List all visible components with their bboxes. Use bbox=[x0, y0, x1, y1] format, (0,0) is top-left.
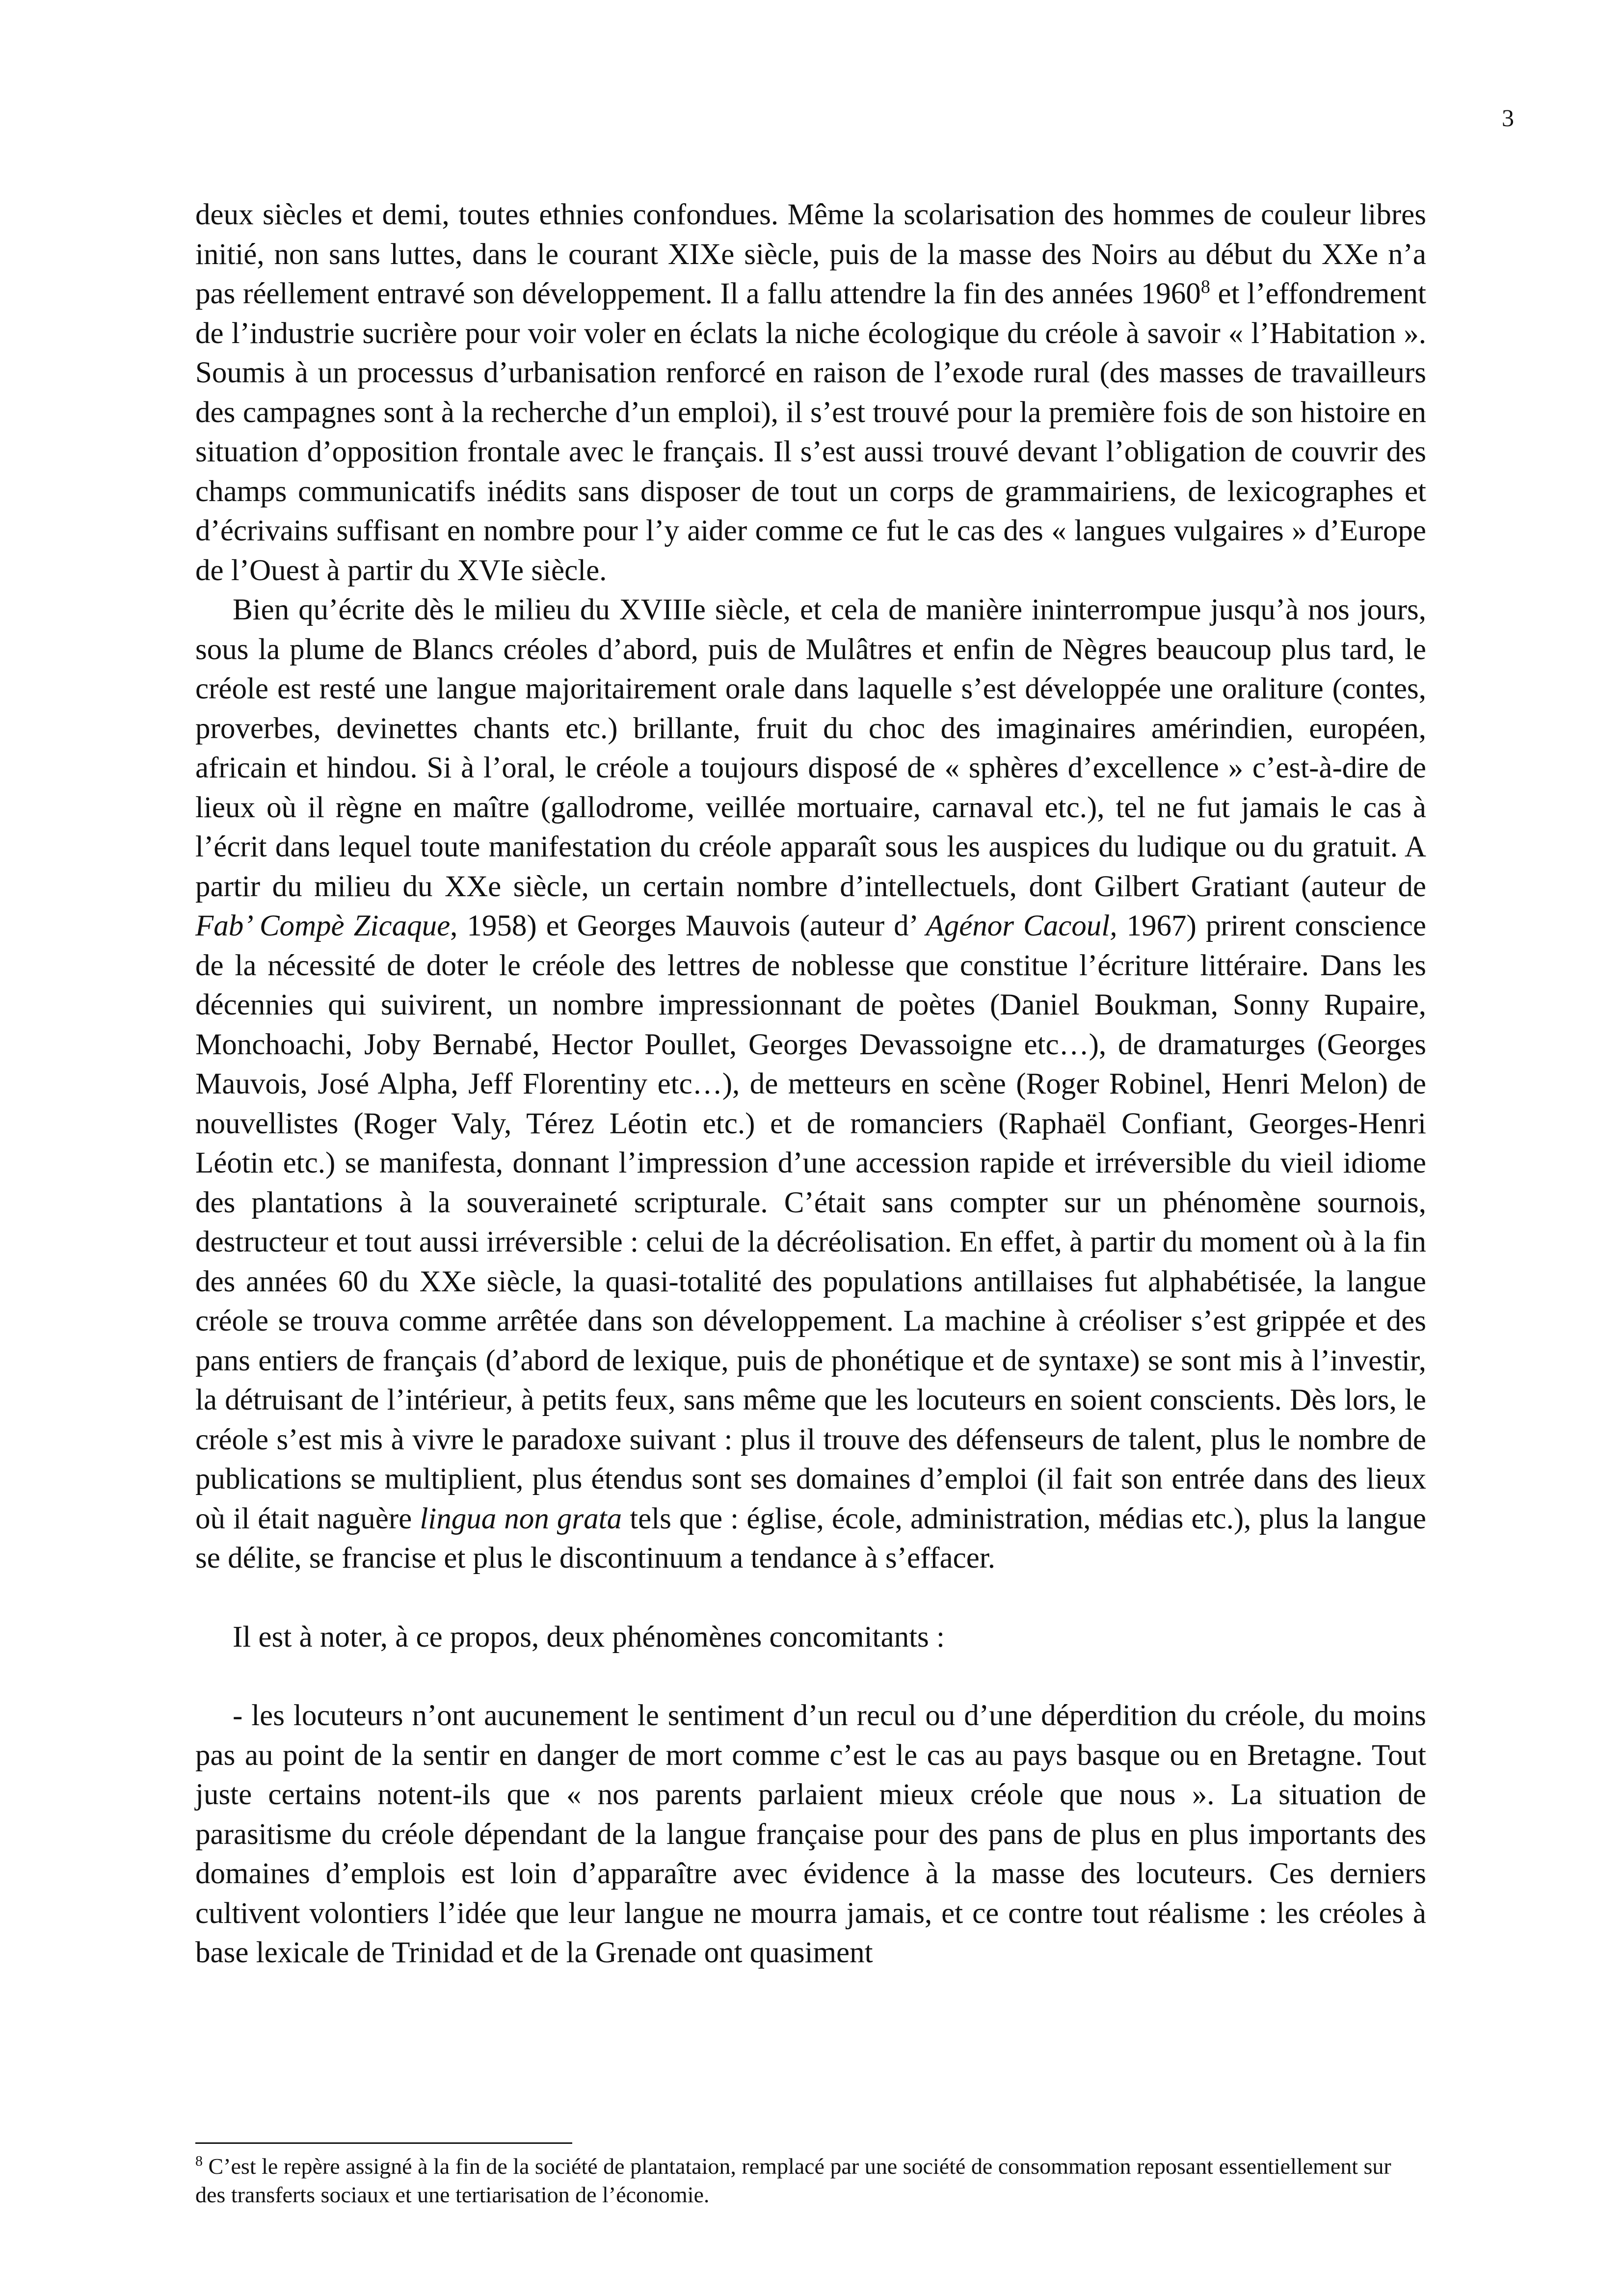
latin-phrase: lingua non grata bbox=[420, 1502, 622, 1535]
book-title-fab-compe-zicaque: Fab’ Compè Zicaque bbox=[195, 909, 451, 942]
paragraph-2 bbox=[195, 590, 1426, 1578]
paragraph-1-text-rest: et l’effondrement de l’industrie sucrière pour voir voler en éclats la niche écologique du créole à savoir « l’Habitation ». Soumis à un processus d’urbanisation renforcé en raison de l’exode rural (des masses de travailleurs des campagnes sont à la recherche d’un emploi), il s’est trouvé pour la première fois de son histoire en situation d’opposition frontale avec le français. Il s’est aussi trouvé devant l’obligation de couvrir des champs communicatifs inédits sans disposer de tout un corps de grammairiens, de lexicographes et d’écrivains suffisant en nombre pour l’y aider comme ce fut le cas des « langues vulgaires » d’Europe de l’Ouest à partir du XVIe siècle. bbox=[195, 277, 1426, 587]
footnote-text: C’est le repère assigné à la fin de la société de plantataion, remplacé par une société de consommation reposant essentiellement sur des transferts sociaux et une tertiarisation de l’économie. bbox=[195, 2154, 1391, 2207]
paragraph-1 bbox=[195, 195, 1426, 590]
paragraph-2-text-d: tels que : église, école, administration, médias etc.), plus la langue se délite, se francise et plus le discontinuum a tendance à s’effacer. bbox=[195, 1502, 1426, 1575]
paragraph-2-text-b: , 1958) et Georges Mauvois (auteur d’ bbox=[450, 909, 926, 942]
paragraph-2-text-c: 1967) prirent conscience de la nécessité de doter le créole des lettres de noblesse que constitue l’écriture littéraire. Dans les décennies qui suivirent, un nombre impressionnant de poètes (Daniel Boukman, Sonny Rupaire, Monchoachi, Joby Bernabé, Hector Poullet, Georges Devassoigne etc…), de dramaturges (Georges Mauvois, José Alpha, Jeff Florentiny etc…), de metteurs en scène (Roger Robinel, Henri Melon) de nouvellistes (Roger Valy, Térez Léotin etc.) et de romanciers (Raphaël Confiant, Georges-Henri Léotin etc.) se manifesta, donnant l’impression d’une accession rapide et irréversible du vieil idiome des plantations à la souveraineté scripturale. C’était sans compter sur un phénomène sournois, destructeur et tout aussi irréversible : celui de la décréolisation. En effet, à partir du moment où à la fin des années 60 du XXe siècle, la quasi-totalité des populations antillaises fut alphabétisée, la langue créole se trouva comme arrêtée dans son développement. La machine à créoliser s’est grippée et des pans entiers de français (d’abord de lexique, puis de phonétique et de syntaxe) se sont mis à l’investir, la détruisant de l’intérieur, à petits feux, sans même que les locuteurs en soient conscients. Dès lors, le créole s’est mis à vivre le paradoxe suivant : plus il trouve des défenseurs de talent, plus le nombre de publications se multiplient, plus étendus sont ses domaines d’emploi (il fait son entrée dans des lieux où il était naguère bbox=[195, 909, 1427, 1535]
paragraph-2-text-a: Bien qu’écrite dès le milieu du XVIIIe siècle, et cela de manière ininterrompue jusqu’à nos jours, sous la plume de Blancs créoles d’abord, puis de Mulâtres et enfin de Nègres beaucoup plus tard, le créole est resté une langue majoritairement orale dans laquelle s’est développée une oraliture (contes, proverbes, devinettes chants etc.) brillante, fruit du choc des imaginaires amérindien, européen, africain et hindou. Si à l’oral, le créole a toujours disposé de « sphères d’excellence » c’est-à-dire de lieux où il règne en maître (gallodrome, veillée mortuaire, carnaval etc.), tel ne fut jamais le cas à l’écrit dans lequel toute manifestation du créole apparaît sous les auspices du ludique ou du gratuit. A partir du milieu du XXe siècle, un certain nombre d’intellectuels, dont Gilbert Gratiant (auteur de bbox=[195, 593, 1426, 903]
body-text bbox=[195, 195, 1426, 1973]
page-number: 3 bbox=[1502, 104, 1514, 132]
footnote bbox=[195, 2152, 1426, 2209]
footnote-marker: 8 bbox=[195, 2153, 203, 2169]
footnote-separator bbox=[195, 2142, 572, 2144]
paragraph-spacer bbox=[195, 1657, 1426, 1696]
paragraph-1-text: deux siècles et demi, toutes ethnies confondues. Même la scolarisation des hommes de couleur libres initié, non sans luttes, dans le courant XIXe siècle, puis de la masse des Noirs au début du XXe n’a pas réellement entravé son développement. Il a fallu attendre la fin des années 1960 bbox=[195, 198, 1426, 310]
paragraph-3: Il est à noter, à ce propos, deux phénomènes concomitants : bbox=[233, 1620, 945, 1654]
paragraph-4: - les locuteurs n’ont aucunement le sentiment d’un recul ou d’une déperdition du créole, du moins pas au point de la sentir en danger de mort comme c’est le cas au pays basque ou en Bretagne. Tout juste certains notent-ils que « nos parents parlaient mieux créole que nous ». La situation de parasitisme du créole dépendant de la langue française pour des pans de plus en plus importants des domaines d’emplois est loin d’apparaître avec évidence à la masse des locuteurs. Ces derniers cultivent volontiers l’idée que leur langue ne mourra jamais, et ce contre tout réalisme : les créoles à base lexicale de Trinidad et de la Grenade ont quasiment bbox=[195, 1699, 1426, 1969]
footnote-reference: 8 bbox=[1200, 276, 1210, 297]
book-title-agenor-cacoul: Agénor Cacoul, bbox=[926, 909, 1117, 942]
paragraph-spacer bbox=[195, 1578, 1426, 1618]
